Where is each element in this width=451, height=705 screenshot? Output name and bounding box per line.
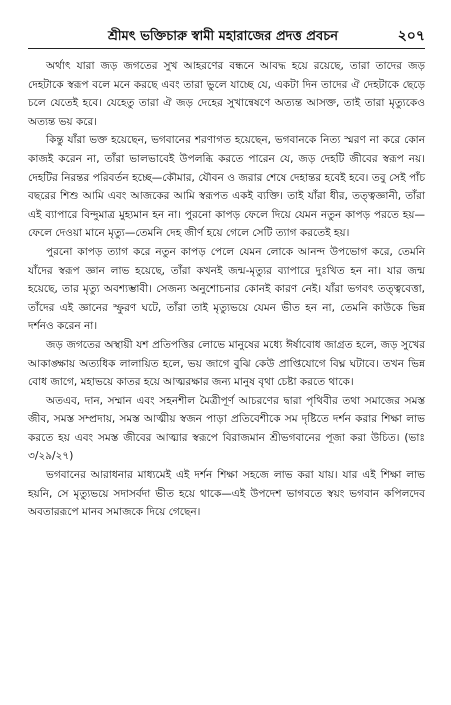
page-header [28, 24, 425, 46]
body-text [28, 57, 425, 522]
paragraph: জড় জগতের অস্থায়ী যশ প্রতিপত্তির লোভে মানুষের মধ্যে ঈর্ষাবোধ জাগ্রত হলে, জড় সুখের আকাঙ্ক্ষায় অত্যধিক লালায়িত হলে, ভয় জাগে বুঝি কেউ প্রাপ্তিযোগে বিঘ্ন ঘটাবে। তখন ভিন্ন বোধ জাগে, মহাভয়ে কাতর হয়ে আত্মরক্ষার জন্য মানুষ বৃথা চেষ্টা করতে থাকে। [28, 338, 425, 389]
paragraph: পুরনো কাপড় ত্যাগ করে নতুন কাপড় পেলে যেমন লোকে আনন্দ উপভোগ করে, তেমনি যাঁদের স্বরূপ জ্ঞান লাভ হয়েছে, তাঁরা কখনই জন্ম-মৃত্যুর ব্যাপারে দুঃখিত হন না। যার জন্ম হয়েছে, তার মৃত্যু অবশ্যম্ভাবী। সেজন্য অনুশোচনার কোনই কারণ নেই। যাঁরা ভগবৎ তত্ত্ববেত্তা, তাঁদের এই জ্ঞানের স্ফুরণ ঘটে, তাঁরা তাই মৃত্যুভয়ে যেমন ভীত হন না, তেমনি কাউকে ভিন্ন দর্শনও করেন না। [28, 245, 425, 333]
page-number: ২০৭ [397, 28, 425, 44]
paragraph: ভগবানের আরাধনার মাধ্যমেই এই দর্শন শিক্ষা সহজে লাভ করা যায়। যার এই শিক্ষা লাভ হয়নি, সে মৃত্যুভয়ে সদাসর্বদা ভীত হয়ে থাকে—এই উপদেশ ভাগবতে স্বয়ং ভগবান কপিলদেব অবতাররূপে মানব সমাজকে দিয়ে গেছেন। [28, 469, 425, 519]
running-title: শ্রীমৎ ভক্তিচারু স্বামী মহারাজের প্রদত্ত প্রবচন [108, 29, 339, 44]
paragraph: অর্থাৎ যারা জড় জগতের সুখ আহরণের বন্ধনে আবদ্ধ হয়ে রয়েছে, তারা তাদের জড় দেহটাকে স্বরূপ বলে মনে করছে এবং তারা ভুলে যাচ্ছে যে, একটা দিন তাদের ঐ দেহটাকে ছেড়ে চলে যেতেই হবে। যেহেতু তারা ঐ জড় দেহের সুখান্বেষণে অত্যন্ত আসক্ত, তাই তারা মৃত্যুকেও অত্যন্ত ভয় করে। [28, 60, 425, 128]
header-rule [28, 48, 425, 49]
paragraph: অতএব, দান, সম্মান এবং সহনশীল মৈত্রীপূর্ণ আচরণের দ্বারা পৃথিবীর তথা সমাজের সমস্ত জীব, সমস্ত সম্প্রদায়, সমস্ত আত্মীয় স্বজন পাড়া প্রতিবেশীকে সম দৃষ্টিতে দর্শন করার শিক্ষা লাভ করতে হয় এবং সমস্ত জীবের আত্মার স্বরূপে বিরাজমান শ্রীভগবানের পূজা করা উচিত। (ভাঃ ৩/২৯/২৭) [28, 394, 425, 463]
paragraph: কিন্তু যাঁরা ভক্ত হয়েছেন, ভগবানের শরণাগত হয়েছেন, ভগবানকে নিত্য স্মরণ না করে কোন কাজই করেন না, তাঁরা ভালভাবেই উপলব্ধি করতে পারেন যে, জড় দেহটি জীবের স্বরূপ নয়। দেহটির নিরন্তর পরিবর্তন হচ্ছে—কৌমার, যৌবন ও জরার শেষে দেহান্তর হবেই হবে। তবু সেই পাঁচ বছরের শিশু আমি এবং আজকের আমি স্বরূপত একই ব্যক্তি। তাই যাঁরা ধীর, তত্ত্বজ্ঞানী, তাঁরা এই ব্যাপারে বিন্দুমাত্র মুহ্যমান হন না। পুরনো কাপড় ফেলে দিয়ে যেমন নতুন কাপড় পরতে হয়—ফেলে দেওয়া মানে মৃত্যু—তেমনি দেহ জীর্ণ হয়ে গেলে সেটি ত্যাগ করতেই হয়। [28, 134, 425, 240]
